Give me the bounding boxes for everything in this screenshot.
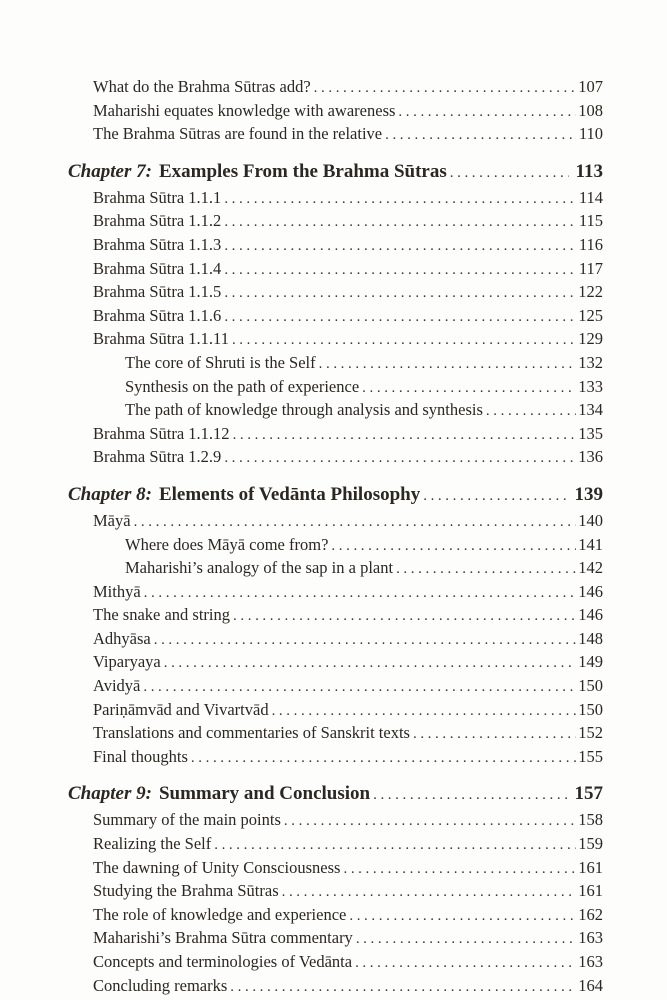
- entry-label: Pariṇāmvād and Vivartvād: [93, 699, 269, 719]
- toc-entry: [68, 581, 603, 605]
- page-number: 146: [578, 605, 603, 625]
- dot-leader: [413, 722, 576, 746]
- page-number: 116: [578, 234, 603, 254]
- entry-label: Studying the Brahma Sūtras: [93, 881, 279, 901]
- page-number: 150: [578, 676, 603, 696]
- toc-entry: [68, 76, 603, 100]
- chapter-prefix: Chapter 9:: [68, 783, 152, 805]
- page-number: 135: [578, 423, 603, 443]
- toc-entry: [68, 904, 603, 928]
- page-number: 129: [578, 329, 603, 349]
- page-number: 149: [578, 652, 603, 672]
- toc-entry: [68, 210, 603, 234]
- entry-label: Mithyā: [93, 581, 141, 601]
- entry-label: Maharishi’s analogy of the sap in a plant: [125, 558, 394, 578]
- chapter-prefix: Chapter 8:: [68, 483, 152, 505]
- page-number: 158: [578, 810, 603, 830]
- page-number: 155: [578, 746, 603, 766]
- toc-entry: [68, 399, 603, 423]
- toc-entry: [68, 281, 603, 305]
- entry-label: Brahma Sūtra 1.1.11: [93, 329, 229, 349]
- toc-entry: [68, 100, 603, 124]
- entry-label: Brahma Sūtra 1.1.5: [93, 282, 222, 302]
- toc-entry: [68, 352, 603, 376]
- dot-leader: [282, 880, 577, 904]
- entry-label: The core of Shruti is the Self: [125, 352, 316, 372]
- dot-leader: [230, 975, 576, 999]
- page-number: 122: [578, 282, 603, 302]
- entry-label: Brahma Sūtra 1.1.12: [93, 423, 230, 443]
- toc-entry: [68, 376, 603, 400]
- entry-label: Adhyāsa: [93, 628, 151, 648]
- page-number: 117: [578, 258, 603, 278]
- toc-entry: [68, 481, 603, 510]
- entry-label: Realizing the Self: [93, 834, 212, 854]
- page-number: 164: [578, 975, 603, 995]
- entry-label: Brahma Sūtra 1.1.6: [93, 305, 222, 325]
- page-number: 146: [578, 581, 603, 601]
- page-number: 108: [578, 100, 603, 120]
- dot-leader: [373, 780, 567, 809]
- entry-label: Avidyā: [93, 676, 141, 696]
- dot-leader: [224, 258, 577, 282]
- entry-label: Final thoughts: [93, 746, 188, 766]
- page-number: 133: [578, 376, 603, 396]
- page-number: 142: [578, 558, 603, 578]
- dot-leader: [385, 123, 577, 147]
- entry-label: Brahma Sūtra 1.1.4: [93, 258, 222, 278]
- dot-leader: [314, 76, 577, 100]
- toc-entry: [68, 423, 603, 447]
- entry-label: Concluding remarks: [93, 975, 228, 995]
- dot-leader: [164, 651, 577, 675]
- entry-label: What do the Brahma Sūtras add?: [93, 77, 311, 96]
- dot-leader: [423, 481, 567, 510]
- dot-leader: [224, 281, 576, 305]
- page-number: 139: [574, 483, 603, 505]
- page-number: 157: [574, 783, 603, 805]
- page-number: 136: [578, 447, 603, 467]
- page-number: 132: [578, 352, 603, 372]
- page-number: 159: [578, 834, 603, 854]
- page-number: 134: [578, 400, 603, 420]
- entry-label: Synthesis on the path of experience: [125, 376, 360, 396]
- entry-label: Māyā: [93, 510, 131, 530]
- dot-leader: [396, 557, 576, 581]
- dot-leader: [232, 328, 576, 352]
- dot-leader: [143, 675, 576, 699]
- page-number: 163: [578, 952, 603, 971]
- dot-leader: [233, 423, 577, 447]
- toc-entry: [68, 880, 603, 904]
- dot-leader: [356, 927, 576, 951]
- toc-entry: [68, 857, 603, 881]
- toc-entry: [68, 234, 603, 258]
- entry-label: Viparyaya: [93, 652, 161, 672]
- toc-entry: [68, 305, 603, 329]
- toc-entry: [68, 158, 603, 187]
- toc-entry: [68, 446, 603, 470]
- toc-entry: [68, 699, 603, 723]
- entry-label: Examples From the Brahma Sūtras: [158, 160, 447, 182]
- dot-leader: [144, 581, 577, 605]
- toc-entry: [68, 651, 603, 675]
- toc-entry: [68, 510, 603, 534]
- page-number: 140: [578, 510, 603, 530]
- chapter-prefix: Chapter 7:: [68, 160, 152, 182]
- toc-entry: [68, 833, 603, 857]
- dot-leader: [224, 234, 577, 258]
- page-number: 148: [578, 628, 603, 648]
- dot-leader: [224, 187, 577, 211]
- dot-leader: [191, 746, 576, 770]
- toc-entry: [68, 187, 603, 211]
- entry-label: Elements of Vedānta Philosophy: [158, 483, 421, 505]
- page-number: 114: [578, 187, 603, 207]
- dot-leader: [398, 100, 576, 124]
- dot-leader: [331, 534, 576, 558]
- toc-entry: [68, 258, 603, 282]
- page-number: 152: [578, 723, 603, 743]
- dot-leader: [272, 699, 577, 723]
- page-number: 125: [578, 305, 603, 325]
- dot-leader: [349, 904, 576, 928]
- dot-leader: [224, 446, 576, 470]
- toc-list: [68, 76, 603, 998]
- dot-leader: [284, 809, 576, 833]
- page-number: 110: [578, 124, 603, 144]
- dot-leader: [355, 951, 576, 975]
- page-number: 113: [575, 160, 603, 182]
- page-number: 150: [578, 699, 603, 719]
- dot-leader: [362, 376, 576, 400]
- entry-label: The dawning of Unity Consciousness: [93, 857, 341, 877]
- page-number: 162: [578, 904, 603, 924]
- entry-label: Translations and commentaries of Sanskrit texts: [93, 723, 410, 743]
- page-number: 161: [578, 881, 603, 901]
- toc-entry: [68, 722, 603, 746]
- entry-label: Maharishi’s Brahma Sūtra commentary: [93, 928, 353, 948]
- entry-label: The path of knowledge through analysis and synthesis: [125, 400, 483, 420]
- entry-label: The snake and string: [93, 605, 231, 625]
- toc-entry: [68, 746, 603, 770]
- entry-label: Concepts and terminologies of Vedānta: [93, 952, 353, 971]
- page-number: 107: [578, 77, 603, 96]
- dot-leader: [319, 352, 577, 376]
- page-number: 115: [578, 211, 603, 231]
- toc-entry: [68, 604, 603, 628]
- entry-label: Brahma Sūtra 1.1.2: [93, 211, 222, 231]
- toc-entry: [68, 675, 603, 699]
- toc-entry: [68, 534, 603, 558]
- entry-label: Brahma Sūtra 1.1.3: [93, 234, 222, 254]
- entry-label: Summary of the main points: [93, 810, 281, 830]
- page-number: 163: [578, 928, 603, 948]
- dot-leader: [154, 628, 577, 652]
- entry-label: The role of knowledge and experience: [93, 904, 347, 924]
- entry-label: Brahma Sūtra 1.1.1: [93, 187, 222, 207]
- dot-leader: [134, 510, 577, 534]
- dot-leader: [486, 399, 576, 423]
- dot-leader: [233, 604, 576, 628]
- entry-label: Brahma Sūtra 1.2.9: [93, 447, 222, 467]
- toc-entry: [68, 628, 603, 652]
- toc-entry: [68, 328, 603, 352]
- page-number: 161: [578, 857, 603, 877]
- entry-label: Where does Māyā come from?: [125, 534, 329, 554]
- toc-entry: [68, 975, 603, 999]
- dot-leader: [224, 305, 576, 329]
- toc-entry: [68, 951, 603, 975]
- dot-leader: [450, 158, 569, 187]
- dot-leader: [224, 210, 577, 234]
- toc-entry: [68, 780, 603, 809]
- dot-leader: [214, 833, 576, 857]
- page-number: 141: [578, 534, 603, 554]
- dot-leader: [343, 857, 576, 881]
- entry-label: Maharishi equates knowledge with awareness: [93, 100, 396, 120]
- toc-entry: [68, 809, 603, 833]
- toc-entry: [68, 123, 603, 147]
- entry-label: The Brahma Sūtras are found in the relative: [93, 124, 383, 144]
- toc-entry: [68, 927, 603, 951]
- toc-entry: [68, 557, 603, 581]
- entry-label: Summary and Conclusion: [158, 783, 371, 805]
